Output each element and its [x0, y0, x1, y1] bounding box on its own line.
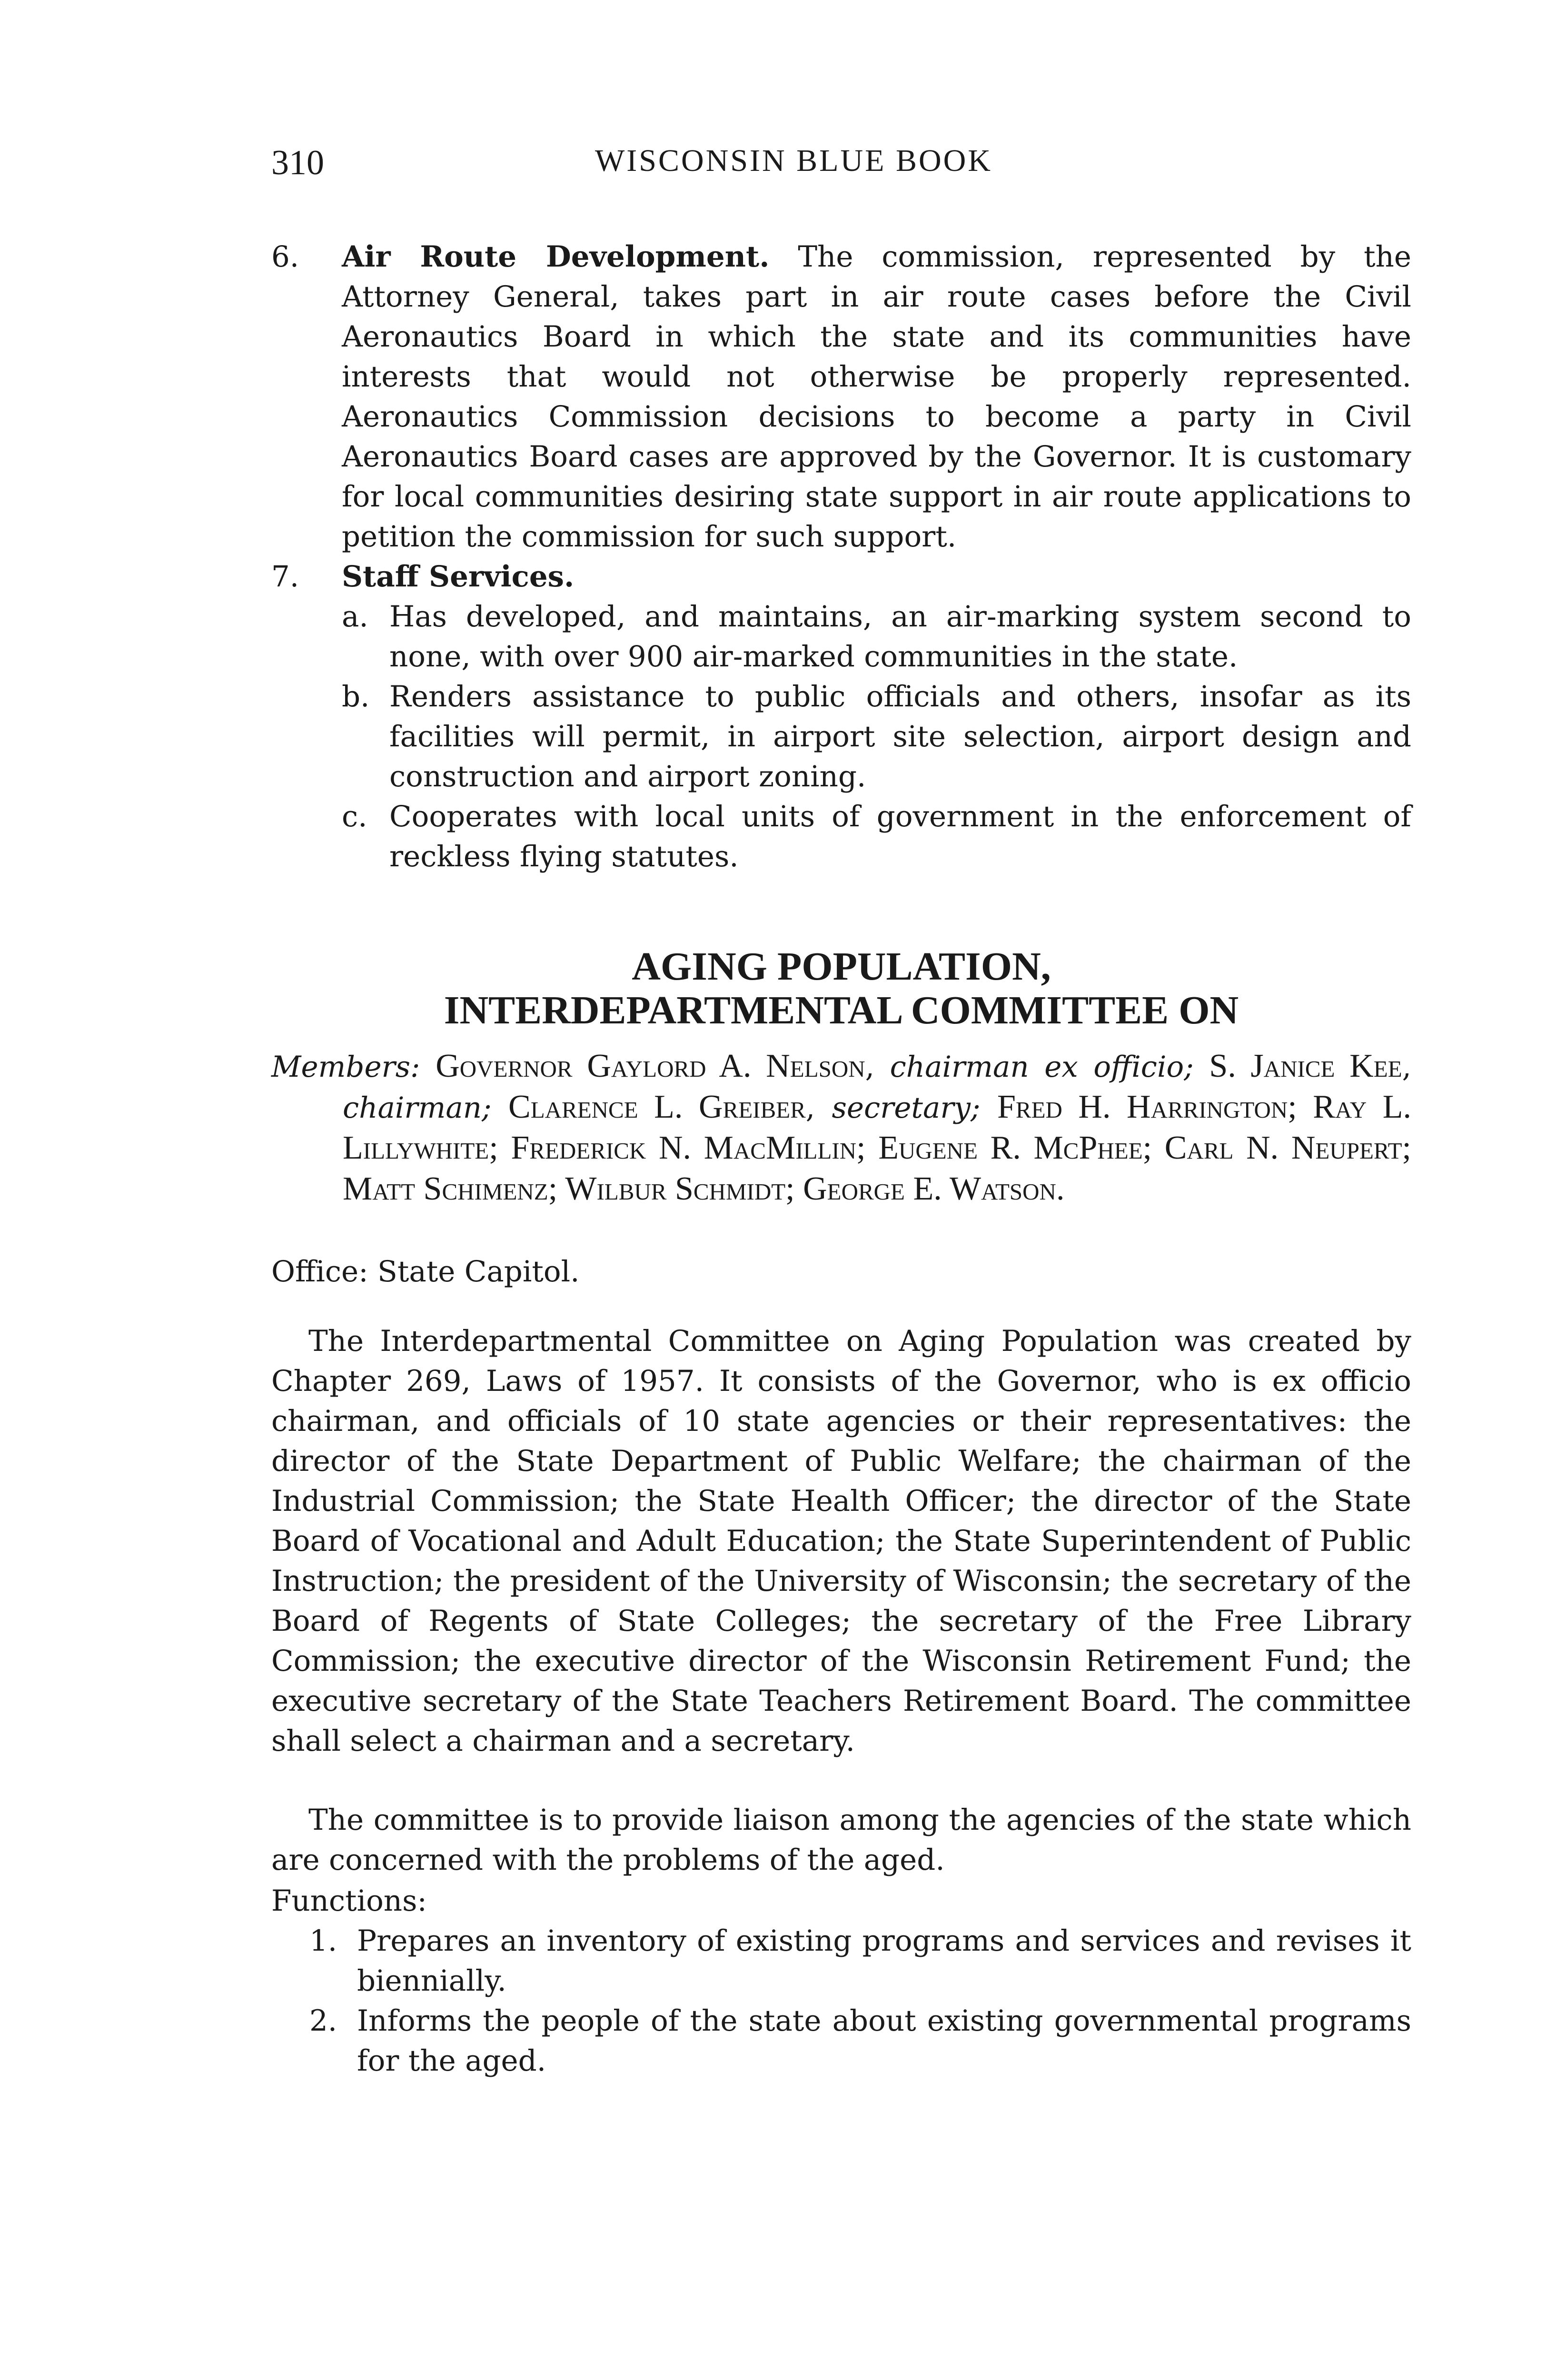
- page-number: 310: [271, 143, 324, 182]
- paragraph-purpose: The committee is to provide liaison among the agencies of the state which are concerned with the problems of the aged.: [271, 1803, 1411, 1877]
- sub-item-letter: c.: [342, 800, 367, 833]
- member-name: Clarence L. Greiber: [508, 1089, 806, 1125]
- member-name: Governor Gaylord A. Nelson: [436, 1048, 865, 1084]
- member-names: Fred H. Harrington; Ray L. Lillywhite; Frederick N. MacMillin; Eugene R. McPhee; Carl N. Neupert; Matt Schimenz; Wilbur Schmidt; George E. Watson.: [343, 1089, 1412, 1207]
- members-text: Members: Governor Gaylord A. Nelson, chairman ex officio; S. Janice Kee, chairman; Clarence L. Greiber, secretary; Fred H. Harrington; Ray L. Lillywhite; Frederick N. MacMillin; Eugene R. McPhee; Carl N. Neupert; Matt Schimenz; Wilbur Schmidt; George E. Watson.: [271, 1048, 1412, 1207]
- section-title-line-2: INTERDEPARTMENTAL COMMITTEE ON: [444, 988, 1239, 1032]
- member-role: secretary;: [832, 1091, 981, 1125]
- sub-item-letter: a.: [342, 600, 368, 634]
- function-text: Prepares an inventory of existing programs and services and revises it biennially.: [357, 1924, 1411, 1998]
- item-text: [342, 557, 1411, 597]
- sub-item-letter: b.: [342, 680, 370, 714]
- list-item-staff-services: [271, 557, 1411, 597]
- item-text: [342, 237, 1411, 557]
- sub-item-text: Cooperates with local units of government in the enforcement of reckless flying statutes.: [389, 800, 1411, 873]
- item-number: 7.: [271, 560, 299, 594]
- sub-item-a: [342, 597, 1411, 677]
- sub-item-c: [342, 797, 1411, 877]
- member-name: S. Janice Kee: [1209, 1048, 1402, 1084]
- item-number: 6.: [271, 240, 299, 274]
- function-item-1: [309, 1921, 1411, 2001]
- item-lead: Staff Services.: [342, 560, 575, 594]
- office-line: Office: State Capitol.: [271, 1255, 580, 1289]
- function-item-2: [309, 2001, 1411, 2081]
- sub-item-b: [342, 677, 1411, 797]
- sub-item-text: Has developed, and maintains, an air-marking system second to none, with over 900 air-marked communities in the state.: [389, 600, 1411, 674]
- function-number: 2.: [309, 2004, 337, 2038]
- member-role: chairman ex officio;: [890, 1050, 1194, 1084]
- functions-label: Functions:: [271, 1884, 427, 1918]
- function-text: Informs the people of the state about existing governmental programs for the aged.: [357, 2004, 1411, 2078]
- list-item-air-route: [271, 237, 1411, 557]
- members-list: [271, 1046, 1411, 1210]
- members-label: Members:: [271, 1050, 420, 1084]
- running-head: WISCONSIN BLUE BOOK: [595, 143, 992, 178]
- item-body: The commission, represented by the Attorney General, takes part in air route cases before the Civil Aeronautics Board in which the state and its communities have interests that would not otherwise be properly represented. Aeronautics Commission decisions to become a party in Civil Aeronautics Board cases are approved by the Governor. It is customary for local communities desiring state support in air route applications to petition the commission for such support.: [342, 240, 1411, 554]
- sub-item-text: Renders assistance to public officials and others, insofar as its facilities will permit, in airport site selection, airport design and construction and airport zoning.: [389, 680, 1411, 793]
- section-title: [271, 945, 1411, 1032]
- section-title-line-1: AGING POPULATION,: [632, 944, 1051, 989]
- item-lead: Air Route Development.: [342, 240, 770, 274]
- function-number: 1.: [309, 1924, 337, 1958]
- member-role: chairman;: [343, 1091, 492, 1125]
- paragraph-description: The Interdepartmental Committee on Aging Population was created by Chapter 269, Laws of 1957. It consists of the Governor, who is ex officio chairman, and officials of 10 state agencies or their representatives: the director of the State Department of Public Welfare; the chairman of the Industrial Commission; the State Health Officer; the director of the State Board of Vocational and Adult Education; the State Superintendent of Public Instruction; the president of the University of Wisconsin; the secretary of the Board of Regents of State Colleges; the secretary of the Free Library Commission; the executive director of the Wisconsin Retirement Fund; the executive secretary of the State Teachers Retirement Board. The committee shall select a chairman and a secretary.: [271, 1324, 1411, 1758]
